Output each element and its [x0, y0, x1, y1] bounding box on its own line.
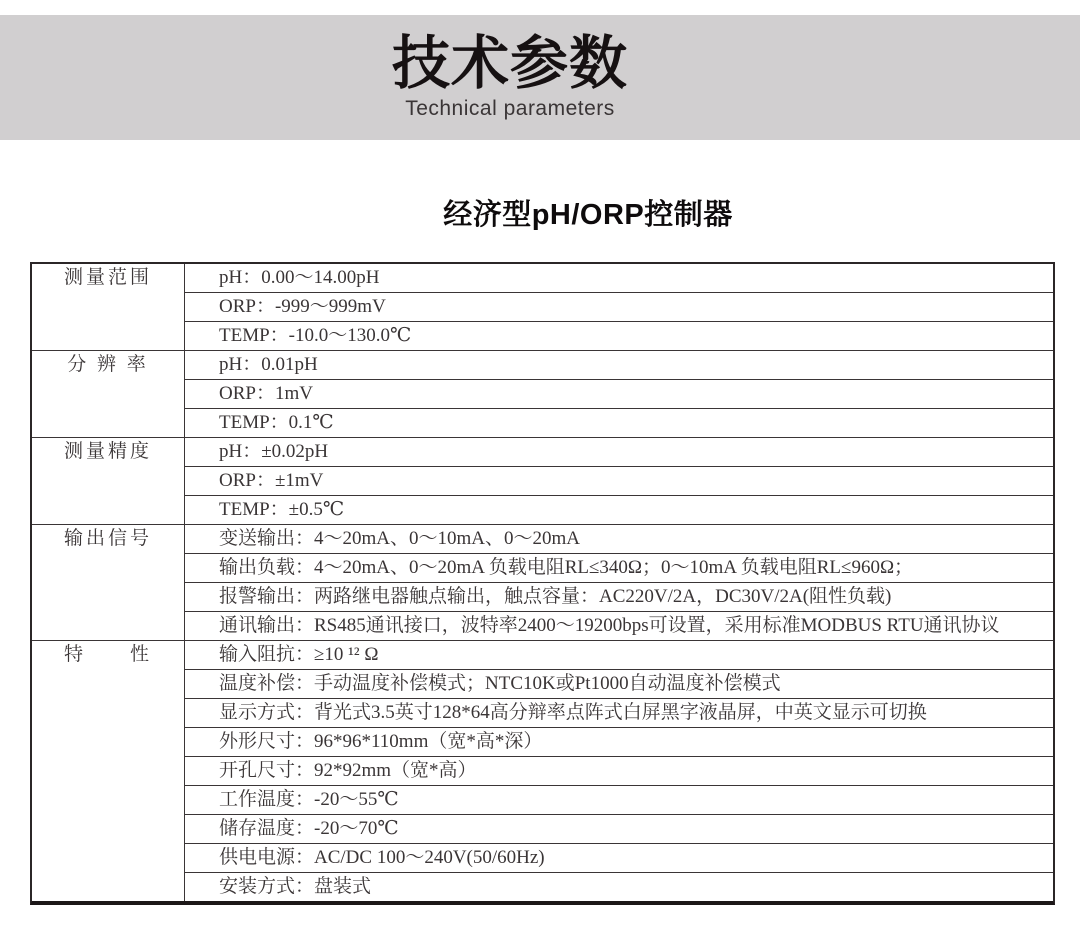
header-band-inner [0, 15, 1050, 140]
spec-row: 安装方式：盘装式 [185, 872, 1053, 901]
spec-row: TEMP：-10.0～130.0℃ [185, 321, 1053, 350]
spec-group-label: 测量精度 [32, 438, 185, 524]
spec-row: 变送输出：4～20mA、0～10mA、0～20mA [219, 528, 581, 549]
spec-row: ORP：1mV [185, 379, 1053, 408]
spec-group-rows [185, 641, 1053, 901]
spec-group-label: 特 性 [32, 641, 185, 901]
spec-group-rows [185, 351, 1053, 437]
page-title: 技术参数 [391, 31, 628, 97]
spec-row: TEMP：±0.5℃ [185, 495, 1053, 524]
spec-row: 储存温度：-20～70℃ [185, 814, 1053, 843]
header-band [0, 15, 1080, 140]
spec-group-features [32, 640, 1053, 901]
spec-group-label: 分 辨 率 [32, 351, 185, 437]
spec-row: 外形尺寸：96*96*110mm（宽*高*深） [185, 727, 1053, 756]
spec-group-rows [185, 264, 1053, 350]
spec-row: 通讯输出：RS485通讯接口，波特率2400～19200bps可设置，采用标准MODBUS RTU通讯协议 [185, 611, 1053, 640]
spec-row: 显示方式：背光式3.5英寸128*64高分辩率点阵式白屏黑字液晶屏，中英文显示可切换 [185, 698, 1053, 727]
spec-group-output-signal [32, 524, 1053, 640]
spec-group-resolution [32, 350, 1053, 437]
spec-row: 开孔尺寸：92*92mm（宽*高） [185, 756, 1053, 785]
spec-group-accuracy [32, 437, 1053, 524]
spec-table [30, 262, 1055, 905]
spec-row: pH：±0.02pH [219, 441, 329, 462]
spec-row: pH：0.01pH [219, 354, 318, 375]
spec-row: 输出负载：4～20mA、0～20mA 负载电阻RL≤340Ω；0～10mA 负载电阻RL≤960Ω； [185, 553, 1053, 582]
spec-row: 工作温度：-20～55℃ [185, 785, 1053, 814]
spec-group-rows [185, 525, 1053, 640]
spec-group-measure-range [32, 264, 1053, 350]
spec-group-label: 测量范围 [32, 264, 185, 350]
spec-row: 报警输出：两路继电器触点输出，触点容量：AC220V/2A，DC30V/2A(阻性负载) [185, 582, 1053, 611]
spec-row: 输入阻抗：≥10 ¹² Ω [219, 644, 379, 665]
spec-row: 温度补偿：手动温度补偿模式；NTC10K或Pt1000自动温度补偿模式 [185, 669, 1053, 698]
spec-group-rows [185, 438, 1053, 524]
product-title: 经济型pH/ORP控制器 [443, 199, 733, 231]
spec-row: 供电电源：AC/DC 100～240V(50/60Hz) [185, 843, 1053, 872]
spec-row: pH：0.00～14.00pH [219, 267, 380, 288]
spec-row: ORP：±1mV [185, 466, 1053, 495]
page-subtitle: Technical parameters [405, 96, 615, 120]
spec-row: ORP：-999～999mV [185, 292, 1053, 321]
spec-row: TEMP：0.1℃ [185, 408, 1053, 437]
spec-group-label: 输出信号 [32, 525, 185, 640]
